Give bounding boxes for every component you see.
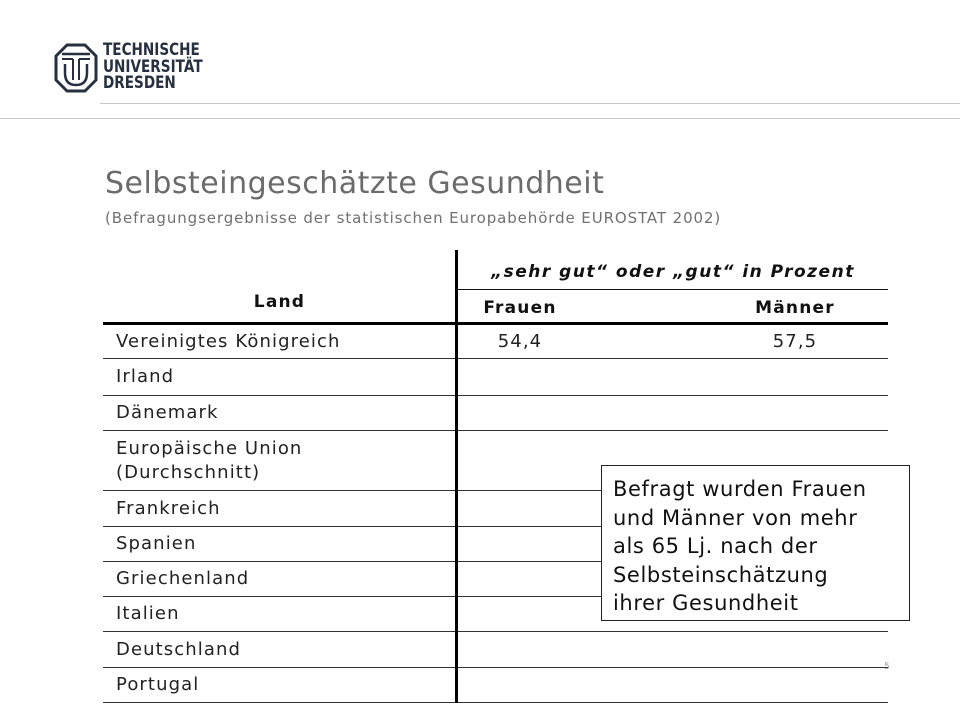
header-land: Land (253, 292, 306, 312)
callout-line: Selbsteinschätzung (613, 562, 829, 587)
header-maenner: Männer (755, 298, 835, 318)
tu-dresden-emblem-icon (54, 43, 98, 93)
row-land: Deutschland (116, 638, 242, 660)
header-frauen: Frauen (483, 298, 557, 318)
row-value-maenner: 57,5 (772, 331, 818, 352)
header-group-rule (458, 289, 888, 290)
wordmark-line-1: TECHNISCHE (103, 40, 200, 60)
callout-line: als 65 Lj. nach der (613, 534, 818, 558)
table-row (103, 396, 888, 431)
slide-subtitle: (Befragungsergebnisse der statistischen Europabehörde EUROSTAT 2002) (105, 209, 722, 227)
wordmark-line-3: DRESDEN (103, 73, 176, 93)
row-land: Frankreich (116, 497, 221, 519)
header-rule-bottom (0, 118, 960, 119)
slide-title: Selbsteingeschätzte Gesundheit (105, 166, 605, 201)
page-number: 5 (884, 662, 890, 672)
row-value-frauen: 54,4 (497, 331, 543, 352)
row-land: Portugal (116, 674, 200, 695)
header-rule-top (100, 103, 960, 104)
row-land: Europäische Union (Durchschnitt) (116, 437, 303, 483)
callout-box (601, 465, 910, 621)
wordmark-line-2: UNIVERSITÄT (103, 56, 203, 77)
column-divider (455, 250, 458, 703)
row-land: Irland (116, 366, 175, 387)
header-group-label: „sehr gut“ oder „gut“ in Prozent (491, 262, 855, 282)
row-land: Vereinigtes Königreich (116, 330, 341, 352)
row-land: Spanien (116, 533, 197, 554)
row-land: Dänemark (116, 402, 219, 423)
row-land: Griechenland (116, 568, 250, 589)
table-row (103, 325, 888, 359)
header-thick-rule (103, 322, 888, 325)
university-wordmark (103, 42, 203, 92)
callout-line: ihrer Gesundheit (613, 591, 799, 615)
callout-line: Befragt wurden Frauen (613, 477, 867, 501)
table-row (103, 668, 888, 703)
table-row (103, 359, 888, 396)
callout-line: und Männer von mehr (613, 505, 858, 530)
table-row (103, 632, 888, 668)
row-land: Italien (116, 603, 180, 624)
